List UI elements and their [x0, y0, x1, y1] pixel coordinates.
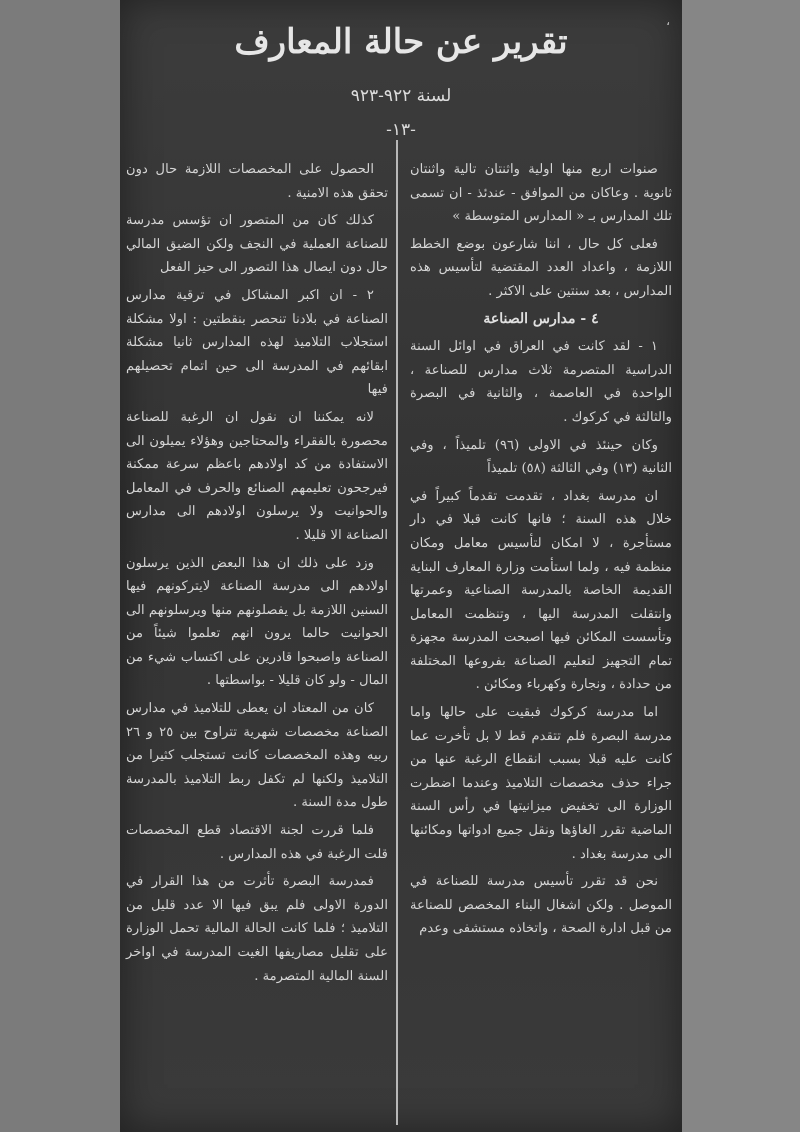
newspaper-page [120, 0, 682, 1132]
paragraph: فعلى كل حال ، اننا شارعون بوضع الخطط اللازمة ، واعداد العدد المقتضية لتأسيس هذه المدارس ، بعد سنتين على الاكثر . [410, 236, 672, 299]
page-number: -١٣- [386, 120, 416, 140]
corner-mark: ، [666, 14, 670, 28]
paragraph: ١ - لقد كانت في العراق في اوائل السنة الدراسية المتصرمة ثلاث مدارس للصناعة ، الواحدة في العاصمة ، والثانية في البصرة والثالثة في كركوك . [410, 339, 672, 425]
paragraph: ٢ - ان اكبر المشاكل في ترقية مدارس الصناعة في بلادنا تنحصر بنقطتين : اولا مشكلة استجلاب التلاميذ لهذه المدارس ثانيا مشكلة ابقائهم في المدرسة الى حين اتمام تحصيلهم فيها [126, 287, 388, 398]
scan-right-margin [682, 0, 800, 1132]
paragraph: لانه يمكننا ان نقول ان الرغبة للصناعة محصورة بالفقراء والمحتاجين وهؤلاء يميلون الى الاستفادة من كد اولادهم باعظم سرعة ممكنة فيرجحون تعليمهم الصنائع والحرف في المعامل والحوانيت ولا يرسلون اولادهم الى مدارس الصناعة الا قليلا . [126, 409, 388, 543]
right-column [410, 158, 672, 945]
paragraph: اما مدرسة كركوك فبقيت على حالها واما مدرسة البصرة فلم تتقدم قط لا بل تأخرت عما كانت عليه قبلا بسبب انقطاع الرغبة عنها من جراء حذف مخصصات التلاميذ وعندما اضطرت الوزارة الى تخفيض ميزانيتها في رأس السنة الماضية تقرر الغاؤها ونقل جميع ادواتها ومكائنها الى مدرسة بغداد . [410, 705, 672, 862]
column-divider [396, 140, 398, 1125]
paragraph: الحصول على المخصصات اللازمة حال دون تحقق هذه الامنية . [126, 162, 388, 201]
paragraph: نحن قد تقرر تأسيس مدرسة للصناعة في الموصل . ولكن اشغال البناء المخصص للصناعة من قبل ادارة الصحة ، واتخاذه مستشفى وعدم [410, 874, 672, 937]
paragraph: كذلك كان من المتصور ان تؤسس مدرسة للصناعة العملية في النجف ولكن الضيق المالي حال دون ايصال هذا التصور الى حيز الفعل [126, 213, 388, 276]
left-column [126, 158, 388, 992]
paragraph: فمدرسة البصرة تأثرت من هذا القرار في الدورة الاولى فلم يبق فيها الا عدد قليل من التلاميذ ؛ فلما كانت الحالة المالية تحمل الوزارة على تقليل مصاريفها الغيت المدرسة في اواخر السنة المالية المتصرمة . [126, 874, 388, 984]
section-heading: ٤ - مدارس الصناعة [483, 310, 599, 327]
scan-left-margin [0, 0, 120, 1132]
paragraph: وزد على ذلك ان هذا البعض الذين يرسلون اولادهم الى مدرسة الصناعة لايتركونهم فيها السنين اللازمة بل يفصلونهم منها ويرسلونهم الى الحوانيت حالما يرون انهم تعلموا شيئاً من الصناعة واصبحوا قادرين على اكتساب شيء من المال - ولو كان قليلا - بواسطتها . [126, 555, 388, 689]
paragraph: وكان حينئذ في الاولى (٩٦) تلميذاً ، وفي الثانية (١٣) وفي الثالثة (٥٨) تلميذاً [410, 437, 672, 477]
page-title: تقرير عن حالة المعارف [234, 22, 568, 62]
page-subtitle: لسنة ٩٢٢-٩٢٣ [350, 86, 452, 106]
paragraph: ان مدرسة بغداد ، تقدمت تقدماً كبيراً في خلال هذه السنة ؛ فانها كانت قبلا في دار مستأجرة ، لا امكان لتأسيس معامل ومكان منظمة فيه ، ولما استأمت وزارة المعارف البناية القديمة الخاصة بالمدرسة الصناعية وعمرتها وانتقلت المدرسة اليها ، وتنظمت المعامل وتأسست المكائن فيها اصبحت المدرسة مجهزة تمام التجهيز لتعليم الصناعة بفروعها المختلفة من حدادة ، ونجارة وكهرباء ومكائن . [410, 488, 672, 693]
paragraph: كان من المعتاد ان يعطى للتلاميذ في مدارس الصناعة مخصصات شهرية تتراوح بين ٢٥ و ٢٦ ربيه وهذه المخصصات كانت تستجلب كثيرا من التلاميذ ولكنها لم تكفل ربط التلاميذ بالمدرسة طول مدة السنة . [126, 701, 388, 811]
paragraph: فلما قررت لجنة الاقتصاد قطع المخصصات قلت الرغبة في هذه المدارس . [126, 823, 388, 862]
paragraph: صنوات اربع منها اولية واثنتان تالية واثنتان ثانوية . وعاكان من الموافق - عندئذ - ان تسمى تلك المدارس بـ « المدارس المتوسطة » [410, 162, 672, 225]
